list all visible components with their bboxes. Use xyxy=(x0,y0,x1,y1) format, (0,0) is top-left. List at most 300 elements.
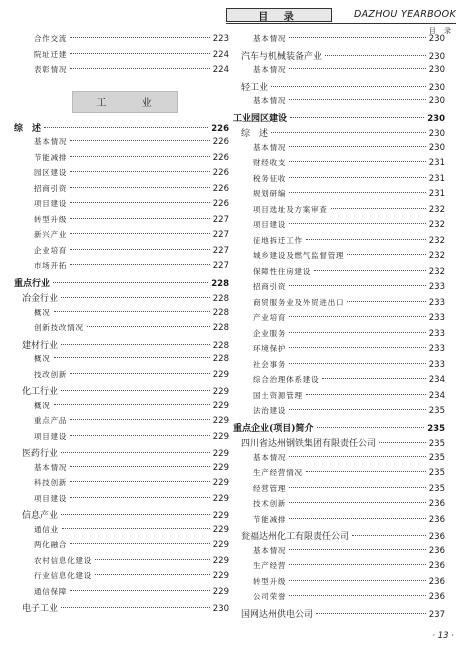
dot-leader xyxy=(70,264,210,265)
dot-leader xyxy=(306,471,426,472)
toc-entry-page: 236 xyxy=(428,561,445,571)
toc-entry[interactable] xyxy=(14,183,229,199)
toc-entry-page: 230 xyxy=(428,96,445,106)
toc-entry[interactable] xyxy=(233,405,445,421)
toc-entry-page: 233 xyxy=(428,282,445,292)
dot-leader xyxy=(70,68,210,69)
toc-entry-title: 农村信息化建设 xyxy=(34,555,93,565)
toc-entry-page: 236 xyxy=(428,514,445,525)
toc-entry-page: 229 xyxy=(212,431,229,442)
toc-entry-title: 重点企业(项目)简介 xyxy=(233,423,314,434)
toc-list-top xyxy=(14,33,229,80)
toc-entry-page: 231 xyxy=(428,173,445,184)
dot-leader xyxy=(289,518,426,519)
toc-entry-title: 社会事务 xyxy=(253,359,287,369)
toc-entry-title: 园区建设 xyxy=(34,168,68,177)
toc-entry[interactable] xyxy=(233,374,445,390)
toc-entry[interactable] xyxy=(233,250,445,266)
header-title: 目 录 xyxy=(258,11,300,23)
dot-leader xyxy=(70,171,210,172)
toc-entry-page: 229 xyxy=(212,524,229,535)
dot-leader xyxy=(70,218,210,219)
toc-entry[interactable] xyxy=(14,260,229,276)
toc-entry[interactable] xyxy=(14,49,229,65)
dot-leader xyxy=(352,535,426,536)
toc-entry-title: 基本情况 xyxy=(253,545,287,555)
toc-entry-title: 两化融合 xyxy=(34,540,68,549)
dot-leader xyxy=(347,301,425,302)
toc-entry-title: 通信保障 xyxy=(34,586,68,596)
toc-entry-title: 生产经营 xyxy=(253,561,287,570)
toc-entry[interactable] xyxy=(233,328,445,344)
toc-entry-page: 229 xyxy=(212,369,229,380)
toc-entry[interactable] xyxy=(14,353,229,369)
toc-entry[interactable] xyxy=(233,591,445,607)
toc-entry-page: 228 xyxy=(212,323,229,333)
toc-entry-title: 建材行业 xyxy=(22,340,59,351)
toc-entry[interactable] xyxy=(233,529,445,545)
toc-entry-title: 企业服务 xyxy=(253,328,287,338)
toc-entry-page: 235 xyxy=(428,439,445,449)
toc-entry[interactable] xyxy=(233,111,445,127)
toc-entry[interactable] xyxy=(14,245,229,261)
toc-entry[interactable] xyxy=(233,157,445,173)
toc-entry-title: 四川省达州钢铁集团有限责任公司 xyxy=(241,439,377,449)
toc-entry-title: 表彰情况 xyxy=(34,65,68,74)
toc-entry-title: 概况 xyxy=(34,307,51,317)
toc-entry-title: 市场开拓 xyxy=(34,261,68,270)
toc-entry-page: 235 xyxy=(428,468,445,478)
toc-entry[interactable] xyxy=(14,369,229,385)
toc-entry-page: 230 xyxy=(428,82,445,93)
dot-leader xyxy=(289,549,426,550)
toc-entry-title: 汽车与机械装备产业 xyxy=(241,51,323,62)
toc-entry[interactable] xyxy=(14,462,229,478)
toc-entry-page: 236 xyxy=(428,592,445,602)
dot-leader xyxy=(70,37,210,38)
toc-entry-page: 232 xyxy=(428,204,445,215)
toc-entry-page: 236 xyxy=(428,545,445,556)
toc-entry-page: 229 xyxy=(212,416,229,426)
dot-leader xyxy=(289,285,426,286)
dot-leader xyxy=(70,156,210,157)
dot-leader xyxy=(61,344,210,345)
toc-entry-page: 223 xyxy=(212,34,229,44)
dot-leader xyxy=(70,590,210,591)
toc-entry[interactable] xyxy=(14,198,229,214)
toc-entry-page: 229 xyxy=(212,493,229,504)
dot-leader xyxy=(271,86,426,87)
page-number: · 13 · xyxy=(432,631,454,641)
dot-leader xyxy=(322,378,425,379)
toc-entry-page: 228 xyxy=(212,340,229,351)
toc-entry[interactable] xyxy=(233,188,445,204)
dot-leader xyxy=(289,332,426,333)
toc-entry-title: 招商引资 xyxy=(253,282,287,291)
toc-entry-title: 重点产品 xyxy=(34,416,68,425)
toc-entry[interactable] xyxy=(233,204,445,220)
toc-entry-title: 基本情况 xyxy=(253,142,287,152)
toc-entry-title: 征地拆迁工作 xyxy=(253,235,303,245)
toc-entry-page: 229 xyxy=(212,555,229,566)
dot-leader xyxy=(306,394,426,395)
toc-entry-title: 瓮福达州化工有限责任公司 xyxy=(241,532,350,542)
dot-leader xyxy=(289,456,426,457)
toc-entry[interactable] xyxy=(233,467,445,483)
dot-leader xyxy=(70,497,210,498)
dot-leader xyxy=(70,481,210,482)
toc-entry-page: 230 xyxy=(428,142,445,153)
toc-entry[interactable] xyxy=(233,64,445,80)
dot-leader xyxy=(87,326,210,327)
toc-entry[interactable] xyxy=(233,436,445,452)
toc-entry[interactable] xyxy=(233,607,445,623)
toc-entry-title: 基本情况 xyxy=(253,34,287,43)
toc-entry-title: 法治建设 xyxy=(253,406,287,415)
dot-leader xyxy=(70,543,210,544)
toc-entry[interactable] xyxy=(14,276,229,292)
dot-leader xyxy=(70,435,210,436)
toc-entry-title: 合作交流 xyxy=(34,34,68,43)
toc-entry-page: 235 xyxy=(428,452,445,463)
toc-entry-page: 229 xyxy=(212,449,229,459)
toc-entry-page: 230 xyxy=(427,113,445,124)
dot-leader xyxy=(70,202,210,203)
toc-entry-page: 233 xyxy=(428,328,445,339)
toc-entry[interactable] xyxy=(233,359,445,375)
dot-leader xyxy=(61,607,210,608)
toc-entry[interactable] xyxy=(14,524,229,540)
dot-leader xyxy=(95,559,210,560)
toc-entry-title: 税务征收 xyxy=(253,173,287,183)
toc-entry-page: 228 xyxy=(211,278,229,289)
toc-entry[interactable] xyxy=(14,64,229,80)
toc-list-right xyxy=(233,33,445,622)
toc-entry-page: 226 xyxy=(212,152,229,163)
toc-entry-title: 新兴产业 xyxy=(34,230,68,239)
toc-entry-title: 基本情况 xyxy=(253,65,287,74)
toc-entry[interactable] xyxy=(233,173,445,189)
toc-entry-page: 232 xyxy=(428,266,445,277)
dot-leader xyxy=(61,452,210,453)
dot-leader xyxy=(70,419,210,420)
toc-entry[interactable] xyxy=(233,498,445,514)
dot-leader xyxy=(290,117,424,118)
toc-entry-title: 电子工业 xyxy=(22,604,59,614)
section-band-industry xyxy=(72,91,178,113)
toc-entry-title: 科技创新 xyxy=(34,478,68,487)
toc-entry-page: 234 xyxy=(428,390,445,401)
toc-entry-page: 232 xyxy=(428,251,445,261)
toc-entry-page: 235 xyxy=(427,423,445,434)
toc-right-column xyxy=(233,33,445,622)
toc-entry-title: 规划研编 xyxy=(253,189,287,198)
toc-entry[interactable] xyxy=(14,214,229,230)
toc-entry-title: 基本情况 xyxy=(34,137,68,146)
toc-entry-page: 226 xyxy=(212,137,229,147)
toc-entry-page: 226 xyxy=(212,168,229,178)
dot-leader xyxy=(44,127,208,128)
toc-entry[interactable] xyxy=(233,49,445,65)
dot-leader xyxy=(289,177,426,178)
toc-entry-title: 通信业 xyxy=(34,524,59,534)
toc-entry-title: 商贸服务业及外贸进出口 xyxy=(253,297,345,307)
toc-entry-page: 229 xyxy=(212,511,229,521)
toc-entry[interactable] xyxy=(14,415,229,431)
toc-entry[interactable] xyxy=(233,33,445,49)
toc-entry[interactable] xyxy=(14,121,229,137)
toc-entry-page: 233 xyxy=(428,297,445,308)
toc-entry-title: 项目建设 xyxy=(34,493,68,503)
toc-entry[interactable] xyxy=(233,390,445,406)
toc-entry[interactable] xyxy=(14,601,229,617)
toc-entry[interactable] xyxy=(233,343,445,359)
toc-entry[interactable] xyxy=(233,514,445,530)
toc-entry-page: 233 xyxy=(428,359,445,370)
toc-entry-page: 230 xyxy=(428,129,445,139)
toc-entry-title: 项目建设 xyxy=(253,220,287,229)
header-subtitle: 目 录 xyxy=(428,27,454,35)
toc-entry-title: 概况 xyxy=(34,400,51,410)
dot-leader xyxy=(61,514,210,515)
toc-entry-title: 重点行业 xyxy=(14,278,51,289)
toc-entry-title: 企业培育 xyxy=(34,245,68,255)
toc-entry-page: 226 xyxy=(212,183,229,194)
toc-entry[interactable] xyxy=(233,219,445,235)
toc-entry-page: 228 xyxy=(212,307,229,318)
dot-leader xyxy=(289,502,426,503)
dot-leader xyxy=(54,404,210,405)
toc-entry-title: 基本情况 xyxy=(253,452,287,462)
toc-entry-title: 概况 xyxy=(34,354,51,363)
toc-entry[interactable] xyxy=(233,281,445,297)
toc-entry-title: 保障性住房建设 xyxy=(253,266,312,276)
toc-entry-page: 227 xyxy=(212,261,229,271)
toc-entry-title: 基本情况 xyxy=(34,462,68,472)
toc-entry-title: 行业信息化建设 xyxy=(34,571,93,580)
toc-entry[interactable] xyxy=(233,235,445,251)
toc-entry-title: 项目建设 xyxy=(34,199,68,208)
dot-leader xyxy=(289,223,426,224)
toc-entry[interactable] xyxy=(233,266,445,282)
dot-leader xyxy=(331,208,426,209)
toc-entry-title: 转型升级 xyxy=(34,214,68,224)
toc-entry-title: 工业园区建设 xyxy=(233,113,288,124)
toc-entry[interactable] xyxy=(14,570,229,586)
toc-entry[interactable] xyxy=(14,167,229,183)
toc-entry[interactable] xyxy=(14,307,229,323)
toc-entry[interactable] xyxy=(14,493,229,509)
toc-entry-page: 231 xyxy=(428,158,445,168)
toc-entry-page: 230 xyxy=(428,34,445,44)
toc-entry-page: 230 xyxy=(212,604,229,614)
dot-leader xyxy=(289,409,426,410)
toc-entry[interactable] xyxy=(14,431,229,447)
toc-entry-page: 226 xyxy=(211,123,229,134)
toc-entry-page: 224 xyxy=(212,65,229,75)
dot-leader xyxy=(289,37,426,38)
toc-entry[interactable] xyxy=(14,322,229,338)
dot-leader xyxy=(379,442,426,443)
toc-entry-page: 229 xyxy=(212,462,229,473)
toc-entry-page: 236 xyxy=(428,532,445,542)
toc-entry[interactable] xyxy=(14,152,229,168)
toc-entry-page: 237 xyxy=(428,609,445,620)
toc-entry-page: 232 xyxy=(428,235,445,246)
dot-leader xyxy=(61,297,210,298)
dot-leader xyxy=(314,270,426,271)
dot-leader xyxy=(70,373,210,374)
dot-leader xyxy=(289,487,426,488)
toc-entry-title: 生产经营情况 xyxy=(253,468,303,477)
toc-entry[interactable] xyxy=(14,477,229,493)
dot-leader xyxy=(289,316,426,317)
dot-leader xyxy=(95,574,210,575)
toc-entry[interactable] xyxy=(14,384,229,400)
toc-entry[interactable] xyxy=(233,483,445,499)
toc-entry-title: 财经收支 xyxy=(253,158,287,167)
toc-entry-page: 227 xyxy=(212,230,229,240)
toc-entry-page: 230 xyxy=(428,51,445,62)
toc-entry-title: 综 述 xyxy=(14,123,42,134)
dot-leader xyxy=(70,249,210,250)
dot-leader xyxy=(271,132,426,133)
dot-leader xyxy=(289,161,426,162)
header-title-box xyxy=(226,8,332,22)
toc-entry-title: 创新技改情况 xyxy=(34,323,84,332)
dot-leader xyxy=(70,187,210,188)
dot-leader xyxy=(289,146,426,147)
dot-leader xyxy=(61,390,210,391)
dot-leader xyxy=(347,254,425,255)
dot-leader xyxy=(289,99,426,100)
toc-entry-page: 229 xyxy=(212,478,229,488)
toc-entry-page: 229 xyxy=(212,387,229,397)
toc-entry-title: 技改创新 xyxy=(34,369,68,379)
toc-entry-title: 节能减排 xyxy=(253,514,287,524)
toc-entry-page: 227 xyxy=(212,214,229,225)
toc-entry-title: 产业培育 xyxy=(253,313,287,322)
toc-entry-page: 228 xyxy=(212,354,229,364)
toc-entry[interactable] xyxy=(14,508,229,524)
toc-entry[interactable] xyxy=(14,400,229,416)
toc-entry[interactable] xyxy=(14,33,229,49)
toc-entry[interactable] xyxy=(233,142,445,158)
toc-left-column xyxy=(14,33,229,617)
toc-entry-title: 国土资源管理 xyxy=(253,390,303,400)
dot-leader xyxy=(70,466,210,467)
section-band-title: 工 业 xyxy=(96,98,168,109)
toc-entry[interactable] xyxy=(233,560,445,576)
toc-entry[interactable] xyxy=(14,136,229,152)
dot-leader xyxy=(306,239,426,240)
toc-entry-page: 229 xyxy=(212,400,229,411)
dot-leader xyxy=(289,192,426,193)
toc-entry-page: 230 xyxy=(428,65,445,75)
toc-entry-title: 节能减排 xyxy=(34,152,68,162)
toc-entry-title: 基本情况 xyxy=(253,96,287,105)
toc-entry-page: 235 xyxy=(428,483,445,494)
journal-name: DAZHOU YEARBOOK xyxy=(353,9,456,20)
toc-entry-title: 医药行业 xyxy=(22,449,59,459)
toc-entry-title: 城乡建设及燃气监督管理 xyxy=(253,251,345,260)
toc-entry[interactable] xyxy=(233,95,445,111)
toc-entry[interactable] xyxy=(233,452,445,468)
toc-entry-page: 229 xyxy=(212,540,229,550)
toc-entry-page: 235 xyxy=(428,406,445,416)
dot-leader xyxy=(70,140,210,141)
toc-entry-page: 232 xyxy=(428,220,445,230)
toc-entry[interactable] xyxy=(14,539,229,555)
toc-entry-page: 234 xyxy=(428,375,445,385)
toc-entry-title: 项目选址及方案审查 xyxy=(253,204,328,214)
toc-entry-page: 233 xyxy=(428,313,445,323)
dot-leader xyxy=(70,53,210,54)
toc-entry-page: 228 xyxy=(212,294,229,304)
dot-leader xyxy=(53,282,208,283)
toc-entry-page: 229 xyxy=(212,571,229,581)
toc-entry[interactable] xyxy=(14,446,229,462)
toc-entry-title: 化工行业 xyxy=(22,387,59,397)
toc-entry-page: 236 xyxy=(428,576,445,587)
dot-leader xyxy=(316,613,426,614)
toc-entry-title: 转型升级 xyxy=(253,576,287,586)
toc-entry-page: 227 xyxy=(212,245,229,256)
dot-leader xyxy=(325,55,426,56)
dot-leader xyxy=(54,311,210,312)
toc-entry-title: 信息产业 xyxy=(22,511,59,521)
toc-entry[interactable] xyxy=(233,576,445,592)
toc-entry[interactable] xyxy=(233,297,445,313)
dot-leader xyxy=(54,357,210,358)
toc-entry[interactable] xyxy=(14,338,229,354)
toc-entry-title: 轻工业 xyxy=(241,82,269,93)
dot-leader xyxy=(317,427,425,428)
toc-entry-title: 招商引资 xyxy=(34,183,68,193)
toc-list-bottom xyxy=(14,121,229,617)
toc-entry-title: 技术创新 xyxy=(253,499,287,508)
toc-entry-title: 环境保护 xyxy=(253,344,287,353)
toc-entry[interactable] xyxy=(233,312,445,328)
toc-entry[interactable] xyxy=(14,291,229,307)
toc-entry[interactable] xyxy=(233,421,445,437)
toc-entry-page: 229 xyxy=(212,586,229,597)
toc-entry[interactable] xyxy=(233,126,445,142)
dot-leader xyxy=(289,363,426,364)
dot-leader xyxy=(70,233,210,234)
toc-entry-title: 经营管理 xyxy=(253,483,287,493)
dot-leader xyxy=(289,68,426,69)
toc-entry[interactable] xyxy=(233,80,445,96)
dot-leader xyxy=(289,580,426,581)
toc-entry-title: 公司荣誉 xyxy=(253,592,287,601)
toc-entry-page: 226 xyxy=(212,199,229,209)
dot-leader xyxy=(289,595,426,596)
dot-leader xyxy=(62,528,210,529)
toc-entry-title: 综合治理体系建设 xyxy=(253,375,320,384)
toc-entry-title: 院址迁建 xyxy=(34,49,68,59)
toc-entry[interactable] xyxy=(14,229,229,245)
toc-entry[interactable] xyxy=(233,545,445,561)
toc-entry[interactable] xyxy=(14,555,229,571)
toc-entry-title: 综 述 xyxy=(241,129,269,139)
toc-entry-page: 231 xyxy=(428,189,445,199)
dot-leader xyxy=(289,564,426,565)
toc-entry-page: 224 xyxy=(212,49,229,60)
toc-entry[interactable] xyxy=(14,586,229,602)
dot-leader xyxy=(289,347,426,348)
toc-entry-title: 冶金行业 xyxy=(22,294,59,304)
